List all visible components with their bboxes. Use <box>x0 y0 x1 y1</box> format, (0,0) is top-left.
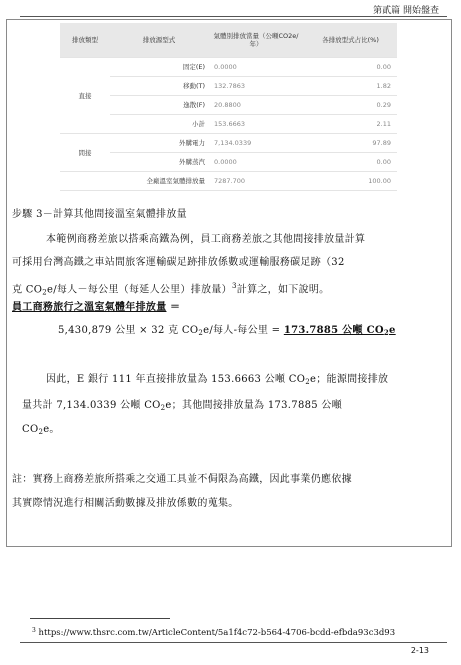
row-type: 移動(T) <box>110 77 208 96</box>
footnote-link[interactable]: https://www.thsrc.com.tw/ArticleContent/5a1f4c72-b564-4706-bcdd-efbda93c3d93 <box>38 628 396 638</box>
table-row <box>60 96 397 115</box>
row-amount: 0.0000 <box>208 58 304 77</box>
header-rule <box>20 16 447 17</box>
paragraph-1-line-3: 克 $CO_2e/$每人－每公里（每延人公里）排放量）$^3$計算之，如下說明。 <box>12 282 330 297</box>
row-pct: 1.82 <box>304 77 397 96</box>
col-header: 排放源型式 <box>110 23 208 58</box>
step-title: 步驟 3－計算其他間接溫室氣體排放量 <box>12 209 187 220</box>
note-line-1: 註：實務上商務差旅所搭乘之交通工具並不侷限為高鐵，因此事業仍應依據 <box>12 474 352 485</box>
chapter-header: 第貳篇 開始盤查 <box>373 6 439 16</box>
row-pct: 97.89 <box>304 134 397 153</box>
emission-table <box>60 23 397 191</box>
table-row <box>60 115 397 134</box>
table-row <box>60 134 397 153</box>
row-type: 固定(E) <box>110 58 208 77</box>
row-pct: 2.11 <box>304 115 397 134</box>
row-amount: 132.7863 <box>208 77 304 96</box>
col-header: 各排放型式占比(%) <box>304 23 397 58</box>
table-row <box>60 77 397 96</box>
row-pct: 0.00 <box>304 58 397 77</box>
paragraph-1-line-2: 可採用台灣高鐵之車站間旅客運輸碳足跡排放係數或運輸服務碳足跡（32 <box>12 257 345 268</box>
paragraph-2-line-1: 因此，E 銀行 111 年直接排放量為 153.6663 公噸 $CO_2e$；能源間接排放 <box>46 374 389 386</box>
formula: 5,430,879 公里 × 32 克 $CO_2e/$每人-每公里 = 173.7885 公噸 $CO_2e$ <box>58 325 396 337</box>
formula-title: 員工商務旅行之溫室氣體年排放量 ＝ <box>12 302 181 313</box>
footnote: $^3$ https://www.thsrc.com.tw/ArticleContent/5a1f4c72-b564-4706-bcdd-efbda93c3d93 <box>32 627 396 638</box>
table-row <box>60 58 397 77</box>
total-amount: 7287.700 <box>208 172 304 191</box>
footnote-ref: 3 <box>232 282 237 290</box>
row-amount: 153.6663 <box>208 115 304 134</box>
row-pct: 0.00 <box>304 153 397 172</box>
col-header: 排放類型 <box>60 23 110 58</box>
row-amount: 0.0000 <box>208 153 304 172</box>
row-type: 外購蒸汽 <box>110 153 208 172</box>
row-type: 小計 <box>110 115 208 134</box>
row-pct: 0.29 <box>304 96 397 115</box>
row-amount: 7,134.0339 <box>208 134 304 153</box>
paragraph-2-line-2: 量共計 7,134.0339 公噸 $CO_2e$；其他間接排放量為 173.7885 公噸 <box>22 400 343 412</box>
paragraph-2-line-3: $CO_2e$。 <box>22 424 60 436</box>
total-row <box>60 172 397 191</box>
total-label: 全廠溫室氣體排放量 <box>60 172 208 191</box>
row-type: 外購電力 <box>110 134 208 153</box>
footer-rule <box>20 642 447 643</box>
row-type: 逸散(F) <box>110 96 208 115</box>
category-direct: 直接 <box>60 58 110 134</box>
total-pct: 100.00 <box>304 172 397 191</box>
row-amount: 20.8800 <box>208 96 304 115</box>
note-line-2: 其實際情況進行相關活動數據及排放係數的蒐集。 <box>12 498 239 509</box>
category-indirect: 間接 <box>60 134 110 172</box>
paragraph-1-line-1: 本範例商務差旅以搭乘高鐵為例，員工商務差旅之其他間接排放量計算 <box>46 234 366 245</box>
footnote-rule <box>30 618 170 619</box>
col-header: 氣體別排放當量（公噸CO2e/年） <box>208 23 304 58</box>
formula-result: 173.7885 公噸 $CO_2e$ <box>283 325 396 337</box>
table-header-row <box>60 23 397 58</box>
table-row <box>60 153 397 172</box>
page-number: 2-13 <box>410 646 429 655</box>
